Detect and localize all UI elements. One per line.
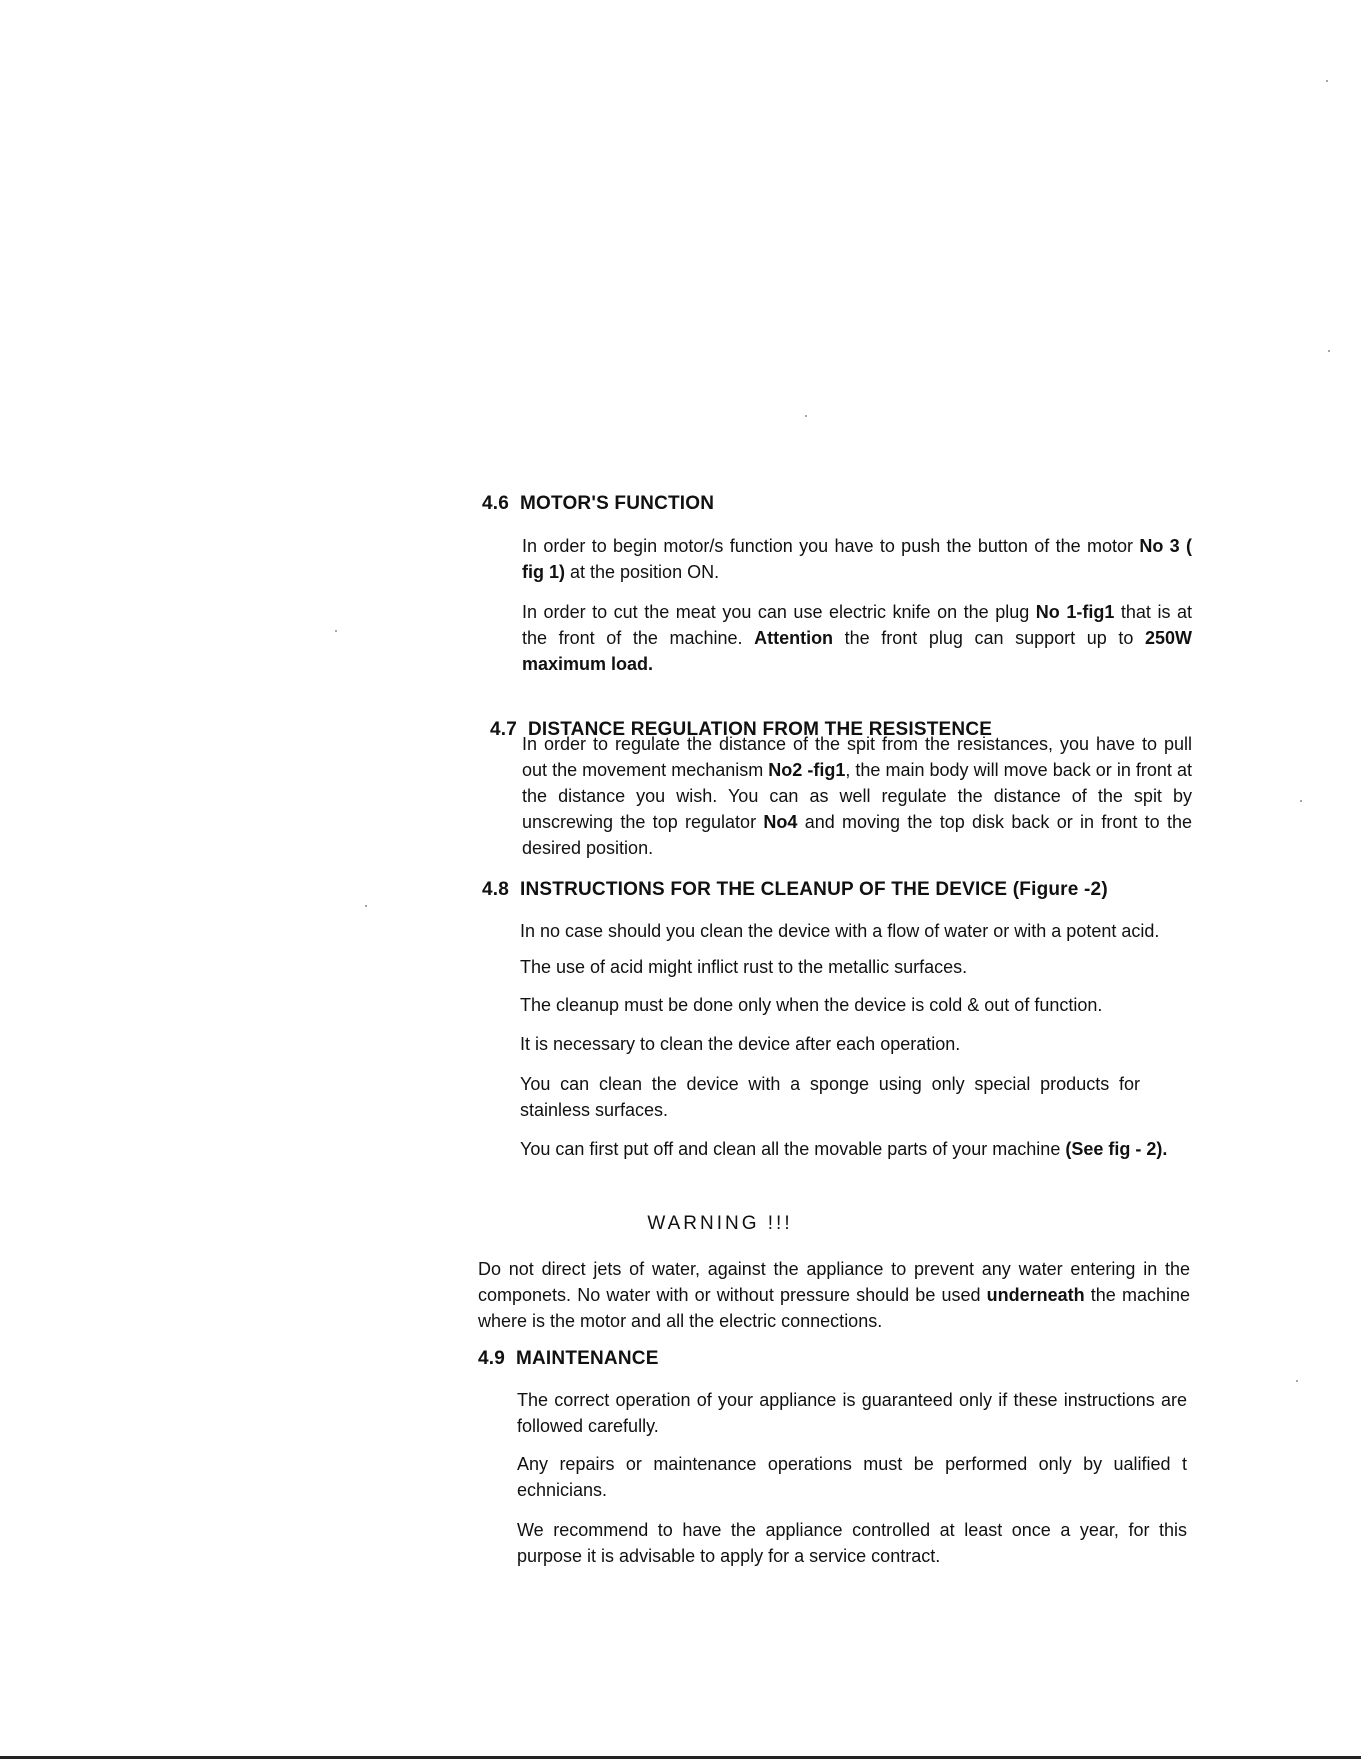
paragraph: We recommend to have the appliance controlled at least once a year, for this purpose it is advisable to apply for a service contract. <box>517 1520 1187 1566</box>
paragraph: The correct operation of your appliance is guaranteed only if these instructions are followed carefully. <box>517 1390 1187 1436</box>
section-title: MOTOR'S FUNCTION <box>519 493 715 514</box>
paragraph: In order to regulate the distance of the spit from the resistances, you have to pull out the movement mechanism No2 -fig1, the main body will move back or in front at the distance you wish. You can as well regulate the distance of the spit by unscrewing the top regulator No4 and moving the top disk back or in front to the desired position. <box>522 734 1192 858</box>
paragraph: You can clean the device with a sponge using only special products for stainless surfaces. <box>520 1074 1140 1120</box>
paragraph: In order to begin motor/s function you have to push the button of the motor No 3 ( fig 1) at the position ON. <box>522 536 1192 582</box>
scan-speck <box>1326 80 1328 82</box>
section-heading-4-9 <box>478 1348 659 1370</box>
section-number: 4.7 <box>490 719 518 740</box>
section-title: INSTRUCTIONS FOR THE CLEANUP OF THE DEVICE (Figure -2) <box>519 879 1108 900</box>
warning-title: WARNING !!! <box>647 1213 793 1234</box>
scan-speck <box>1296 1380 1298 1382</box>
paragraph: The use of acid might inflict rust to the metallic surfaces. <box>520 957 968 977</box>
scan-speck <box>805 415 807 417</box>
emphasis-text: 250W maximum load. <box>522 628 1192 674</box>
scan-speck <box>335 630 337 632</box>
paragraph: Any repairs or maintenance operations must be performed only by ualified t echnicians. <box>517 1454 1187 1500</box>
paragraph: The cleanup must be done only when the device is cold & out of function. <box>520 995 1103 1015</box>
emphasis-text: No2 -fig1 <box>768 760 846 780</box>
section-heading-4-6 <box>482 493 714 515</box>
emphasis-text: No4 <box>763 812 798 832</box>
emphasis-text: (See fig - 2). <box>1065 1139 1168 1159</box>
section-title: MAINTENANCE <box>515 1348 659 1369</box>
section-title: DISTANCE REGULATION FROM THE RESISTENCE <box>527 719 993 740</box>
scan-speck <box>1328 350 1330 352</box>
emphasis-text: No 1-fig1 <box>1035 602 1115 622</box>
paragraph: In order to cut the meat you can use electric knife on the plug No 1-fig1 that is at the front of the machine. Attention the front plug can support up to 250W maximum load. <box>522 602 1192 674</box>
bottom-edge-rule <box>0 1756 1361 1759</box>
section-number: 4.6 <box>482 493 510 514</box>
warning-paragraph: Do not direct jets of water, against the appliance to prevent any water entering in the componets. No water with or without pressure should be used underneath the machine where is the motor and all the electric connections. <box>478 1259 1190 1331</box>
emphasis-text: No 3 ( fig 1) <box>522 536 1192 582</box>
paragraph: It is necessary to clean the device after each operation. <box>520 1034 961 1054</box>
emphasis-text: underneath <box>986 1285 1085 1305</box>
paragraph: In no case should you clean the device with a flow of water or with a potent acid. <box>520 921 1160 941</box>
scan-speck <box>1300 800 1302 802</box>
section-heading-4-8 <box>482 879 1108 901</box>
section-number: 4.9 <box>478 1348 506 1369</box>
emphasis-text: Attention <box>754 628 834 648</box>
section-number: 4.8 <box>482 879 510 900</box>
scan-speck <box>365 905 367 907</box>
paragraph: You can first put off and clean all the movable parts of your machine (See fig - 2). <box>520 1139 1168 1159</box>
